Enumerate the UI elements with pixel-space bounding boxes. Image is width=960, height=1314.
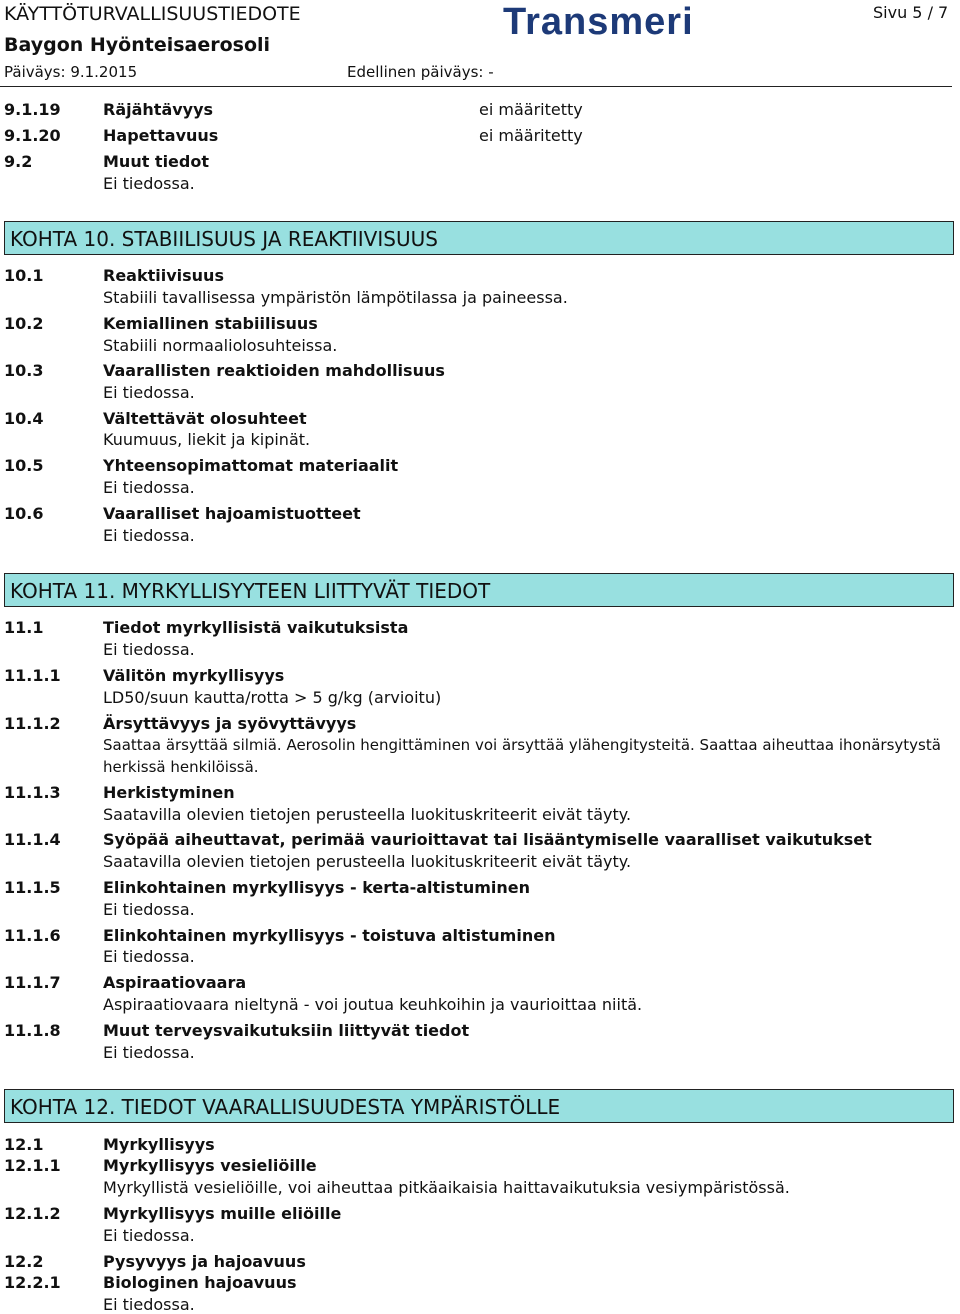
item-text: Ei tiedossa. xyxy=(103,478,195,497)
item-heading: Aspiraatiovaara xyxy=(103,973,247,992)
item-heading: Pysyvyys ja hajoavuus xyxy=(103,1252,306,1271)
item-text: Ei tiedossa. xyxy=(103,526,195,545)
item-text: Ei tiedossa. xyxy=(103,383,195,402)
transmeri-logo xyxy=(503,4,727,38)
item-text: Ei tiedossa. xyxy=(103,174,195,193)
item-number: 9.1.19 xyxy=(4,100,61,119)
item-number: 12.2 xyxy=(4,1252,44,1271)
item-number: 11.1.5 xyxy=(4,878,61,897)
item-heading: Vaarallisten reaktioiden mahdollisuus xyxy=(103,361,445,380)
item-number: 9.2 xyxy=(4,152,33,171)
item-text: Saattaa ärsyttää silmiä. Aerosolin hengittäminen voi ärsyttää ylähengitysteitä. Saattaa aiheuttaa ihonärsytystä herkissä henkilöissä. xyxy=(103,736,941,776)
item-text: Ei tiedossa. xyxy=(103,1295,195,1314)
item-number: 11.1.2 xyxy=(4,714,61,733)
item-number: 11.1 xyxy=(4,618,44,637)
item-heading: Hapettavuus xyxy=(103,126,219,145)
item-heading: Muut tiedot xyxy=(103,152,209,171)
product-name: Baygon Hyönteisaerosoli xyxy=(4,34,271,56)
item-number: 11.1.6 xyxy=(4,926,61,945)
item-number: 11.1.7 xyxy=(4,973,61,992)
item-heading: Räjähtävyys xyxy=(103,100,214,119)
item-number: 10.4 xyxy=(4,409,44,428)
item-number: 11.1.4 xyxy=(4,830,61,849)
item-number: 12.1.1 xyxy=(4,1156,61,1175)
item-heading: Ärsyttävyys ja syövyttävyys xyxy=(103,714,357,733)
item-number: 10.1 xyxy=(4,266,44,285)
section-10-header xyxy=(4,221,954,255)
section-11-title: KOHTA 11. MYRKYLLISYYTEEN LIITTYVÄT TIEDOT xyxy=(10,579,491,603)
item-text: Saatavilla olevien tietojen perusteella luokituskriteerit eivät täyty. xyxy=(103,852,632,871)
item-value: ei määritetty xyxy=(479,100,583,119)
item-number: 12.1 xyxy=(4,1135,44,1154)
item-text: Stabiili tavallisessa ympäristön lämpötilassa ja paineessa. xyxy=(103,288,568,307)
item-number: 11.1.8 xyxy=(4,1021,61,1040)
logo-text: Transmeri xyxy=(503,4,694,38)
item-text: LD50/suun kautta/rotta > 5 g/kg (arvioitu) xyxy=(103,688,442,707)
item-number: 10.3 xyxy=(4,361,44,380)
item-number: 11.1.1 xyxy=(4,666,61,685)
section-11-header xyxy=(4,573,954,607)
item-number: 9.1.20 xyxy=(4,126,61,145)
item-value: ei määritetty xyxy=(479,126,583,145)
section-10-title: KOHTA 10. STABIILISUUS JA REAKTIIVISUUS xyxy=(10,227,438,251)
issue-date: Päiväys: 9.1.2015 xyxy=(4,63,138,81)
item-text: Myrkyllistä vesieliöille, voi aiheuttaa pitkäaikaisia haittavaikutuksia vesiympäristössä. xyxy=(103,1178,790,1197)
page-number: Sivu 5 / 7 xyxy=(873,3,949,22)
section-12-header xyxy=(4,1089,954,1123)
item-heading: Reaktiivisuus xyxy=(103,266,224,285)
item-text: Ei tiedossa. xyxy=(103,900,195,919)
item-heading: Biologinen hajoavuus xyxy=(103,1273,297,1292)
item-heading: Kemiallinen stabiilisuus xyxy=(103,314,318,333)
header-divider xyxy=(0,86,952,87)
item-heading: Herkistyminen xyxy=(103,783,235,802)
item-text: Ei tiedossa. xyxy=(103,1043,195,1062)
item-text: Kuumuus, liekit ja kipinät. xyxy=(103,430,311,449)
item-text: Ei tiedossa. xyxy=(103,640,195,659)
document-title: KÄYTTÖTURVALLISUUSTIEDOTE xyxy=(4,3,301,25)
item-number: 12.1.2 xyxy=(4,1204,61,1223)
item-text: Stabiili normaaliolosuhteissa. xyxy=(103,336,338,355)
item-number: 10.5 xyxy=(4,456,44,475)
previous-date: Edellinen päiväys: - xyxy=(347,63,494,81)
item-number: 10.6 xyxy=(4,504,44,523)
item-number: 10.2 xyxy=(4,314,44,333)
item-text: Saatavilla olevien tietojen perusteella luokituskriteerit eivät täyty. xyxy=(103,805,632,824)
item-text: Ei tiedossa. xyxy=(103,1226,195,1245)
item-heading: Välitön myrkyllisyys xyxy=(103,666,285,685)
item-heading: Tiedot myrkyllisistä vaikutuksista xyxy=(103,618,409,637)
item-heading: Syöpää aiheuttavat, perimää vaurioittavat tai lisääntymiselle vaaralliset vaikutukset xyxy=(103,830,872,849)
item-heading: Myrkyllisyys xyxy=(103,1135,215,1154)
item-heading: Muut terveysvaikutuksiin liittyvät tiedot xyxy=(103,1021,470,1040)
item-heading: Elinkohtainen myrkyllisyys - toistuva altistuminen xyxy=(103,926,556,945)
item-heading: Vältettävät olosuhteet xyxy=(103,409,307,428)
item-number: 12.2.1 xyxy=(4,1273,61,1292)
item-heading: Myrkyllisyys vesieliöille xyxy=(103,1156,317,1175)
item-number: 11.1.3 xyxy=(4,783,61,802)
item-text: Aspiraatiovaara nieltynä - voi joutua keuhkoihin ja vaurioittaa niitä. xyxy=(103,995,643,1014)
item-heading: Elinkohtainen myrkyllisyys - kerta-altistuminen xyxy=(103,878,531,897)
item-heading: Yhteensopimattomat materiaalit xyxy=(103,456,399,475)
item-text: Ei tiedossa. xyxy=(103,947,195,966)
item-heading: Vaaralliset hajoamistuotteet xyxy=(103,504,361,523)
item-heading: Myrkyllisyys muille eliöille xyxy=(103,1204,342,1223)
section-12-title: KOHTA 12. TIEDOT VAARALLISUUDESTA YMPÄRISTÖLLE xyxy=(10,1095,561,1119)
